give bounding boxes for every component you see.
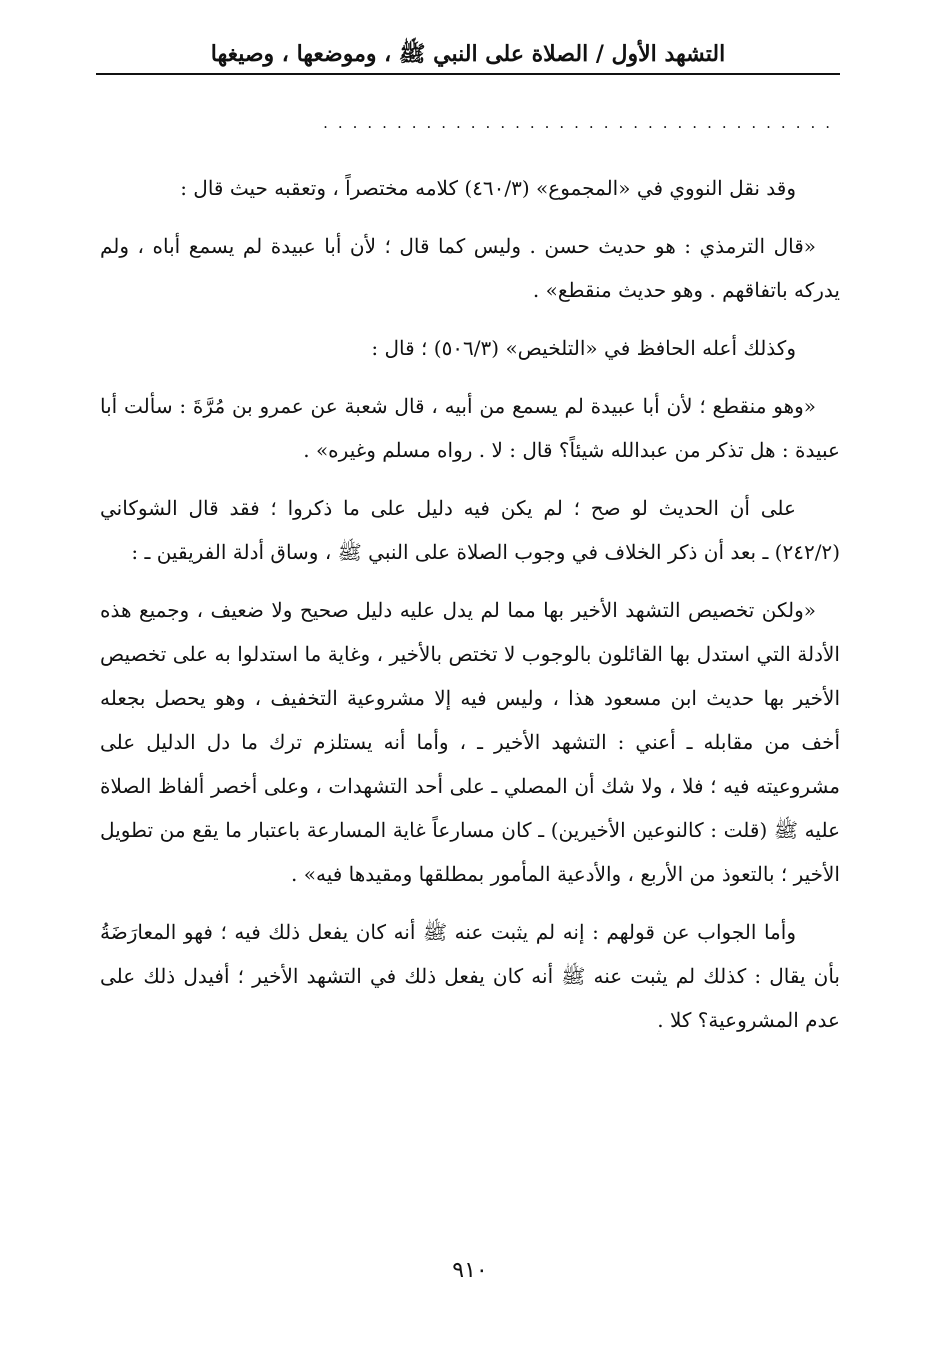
paragraph-shawkani-intro: على أن الحديث لو صح ؛ لم يكن فيه دليل على ما ذكروا ؛ فقد قال الشوكاني (٢٤٢/٢) ـ بعد أن ذكر الخلاف في وجوب الصلاة على النبي ﷺ ، وساق أدلة الفريقين ـ : bbox=[100, 496, 840, 564]
paragraph-shawkani-quote: «ولكن تخصيص التشهد الأخير بها مما لم يدل عليه دليل صحيح ولا ضعيف ، وجميع هذه الأدلة التي استدل بها القائلون بالوجوب لا تختص بالأخير ، وغاية ما استدلوا به على تخصيص الأخير بها حديث ابن مسعود هذا ، وليس فيه إلا مشروعية التخفيف ، وهو يحصل بجعله أخف من مقابله ـ أعني : التشهد الأخير ـ ، وأما أنه يستلزم ترك ما دل الدليل على مشروعيته فيه ؛ فلا ، ولا شك أن المصلي ـ على أحد التشهدات ، وعلى أخصر ألفاظ الصلاة عليه ﷺ (قلت : كالنوعين الأخيرين) ـ كان مسارعاً غاية المسارعة باعتبار ما يقع من تطويل الأخير ؛ بالتعوذ من الأربع ، والأدعية المأمور بمطلقها ومقيدها فيه» . bbox=[100, 598, 840, 886]
paragraph-response: وأما الجواب عن قولهم : إنه لم يثبت عنه ﷺ أنه كان يفعل ذلك فيه ؛ فهو المعارَضَةُ بأن يقال : كذلك لم يثبت عنه ﷺ أنه كان يفعل ذلك في التشهد الأخير ؛ أفيدل ذلك على عدم المشروعية؟ كلا . bbox=[100, 920, 840, 1032]
page-number: ٩١٠ bbox=[452, 1258, 488, 1283]
paragraph-tirmidhi-quote: «قال الترمذي : هو حديث حسن . وليس كما قال ؛ لأن أبا عبيدة لم يسمع أباه ، ولم يدركه باتفاقهم . وهو حديث منقطع» . bbox=[100, 234, 840, 302]
body-text bbox=[100, 166, 840, 1056]
paragraph-hafiz-intro: وكذلك أعله الحافظ في «التلخيص» (٥٠٦/٣) ؛ قال : bbox=[371, 336, 796, 360]
paragraph-hafiz-quote: «وهو منقطع ؛ لأن أبا عبيدة لم يسمع من أبيه ، قال شعبة عن عمرو بن مُرَّةَ : سألت أبا عبيدة : هل تذكر من عبدالله شيئاً؟ قال : لا . رواه مسلم وغيره» . bbox=[100, 394, 840, 462]
running-header: التشهد الأول / الصلاة على النبي ﷺ ، وموضعها ، وصيغها bbox=[210, 41, 726, 67]
dotted-separator: ................................... bbox=[323, 117, 840, 129]
header-rule bbox=[96, 73, 840, 75]
paragraph-nawawi-intro: وقد نقل النووي في «المجموع» (٤٦٠/٣) كلامه مختصراً ، وتعقبه حيث قال : bbox=[180, 176, 796, 200]
